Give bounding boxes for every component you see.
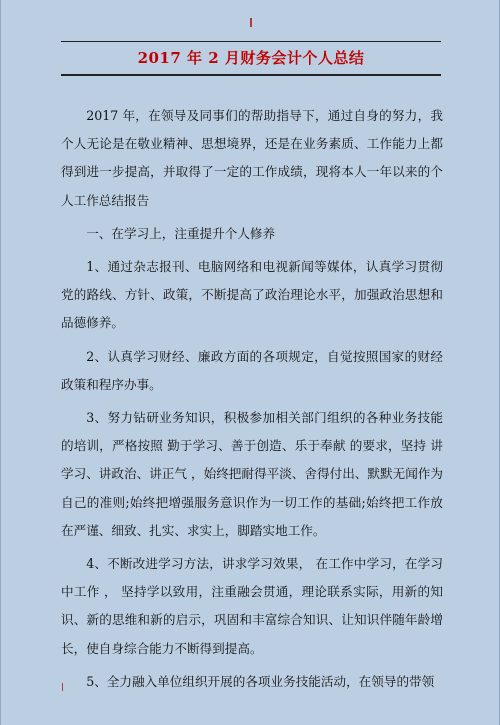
header-bottom-rule — [61, 74, 441, 76]
paragraph-section-heading: 一、在学习上，注重提升个人修养 — [86, 225, 276, 241]
page-bottom-marker — [62, 683, 63, 691]
paragraph-intro: 2017 年，在领导及同事们的帮助指导下，通过自身的努力，我个人无论是在敬业精神、思想境界，还是在业务素质、工作能力上都得到进一步提高，并取得了一定的工作成绩，现将本人一年以来的个人工作总结报告 — [61, 108, 443, 208]
paragraph-item-2: 2、认真学习财经、廉政方面的各项规定，自觉按照国家的财经政策和程序办事。 — [61, 348, 443, 392]
paragraph-item-1: 1、通过杂志报刊、电脑网络和电视新闻等媒体，认真学习贯彻党的路线、方针、政策，不断提高了政治理论水平，加强政治思想和品德修养。 — [61, 259, 443, 331]
page-top-marker — [250, 18, 252, 27]
paragraph-item-4: 4、不断改进学习方法，讲求学习效果， 在工作中学习，在学习中工作 ， 坚持学以致用，注重融会贯通，理论联系实际，用新的知识、新的思维和新的启示，巩固和丰富综合知识、让知识伴随年龄增长，使自身综合能力不断得到提高。 — [61, 556, 443, 656]
document-body — [61, 102, 443, 696]
paragraph-item-3: 3、努力钻研业务知识，积极参加相关部门组织的各种业务技能的培训，严格按照 勤于学习、善于创造、乐于奉献 的要求，坚持 讲学习、讲政治、讲正气 ，始终把耐得平淡、舍得付出、默默无闻作为自己的准则;始终把增强服务意识作为一切工作的基础;始终把工作放在严谨、细致、扎实、求实上，脚踏实地工作。 — [61, 410, 443, 538]
header-top-rule — [61, 41, 441, 42]
page-title: 2017 年 2 月财务会计个人总结 — [137, 49, 365, 67]
paragraph-item-5: 5、全力融入单位组织开展的各项业务技能活动，在领导的带领 — [86, 673, 435, 689]
